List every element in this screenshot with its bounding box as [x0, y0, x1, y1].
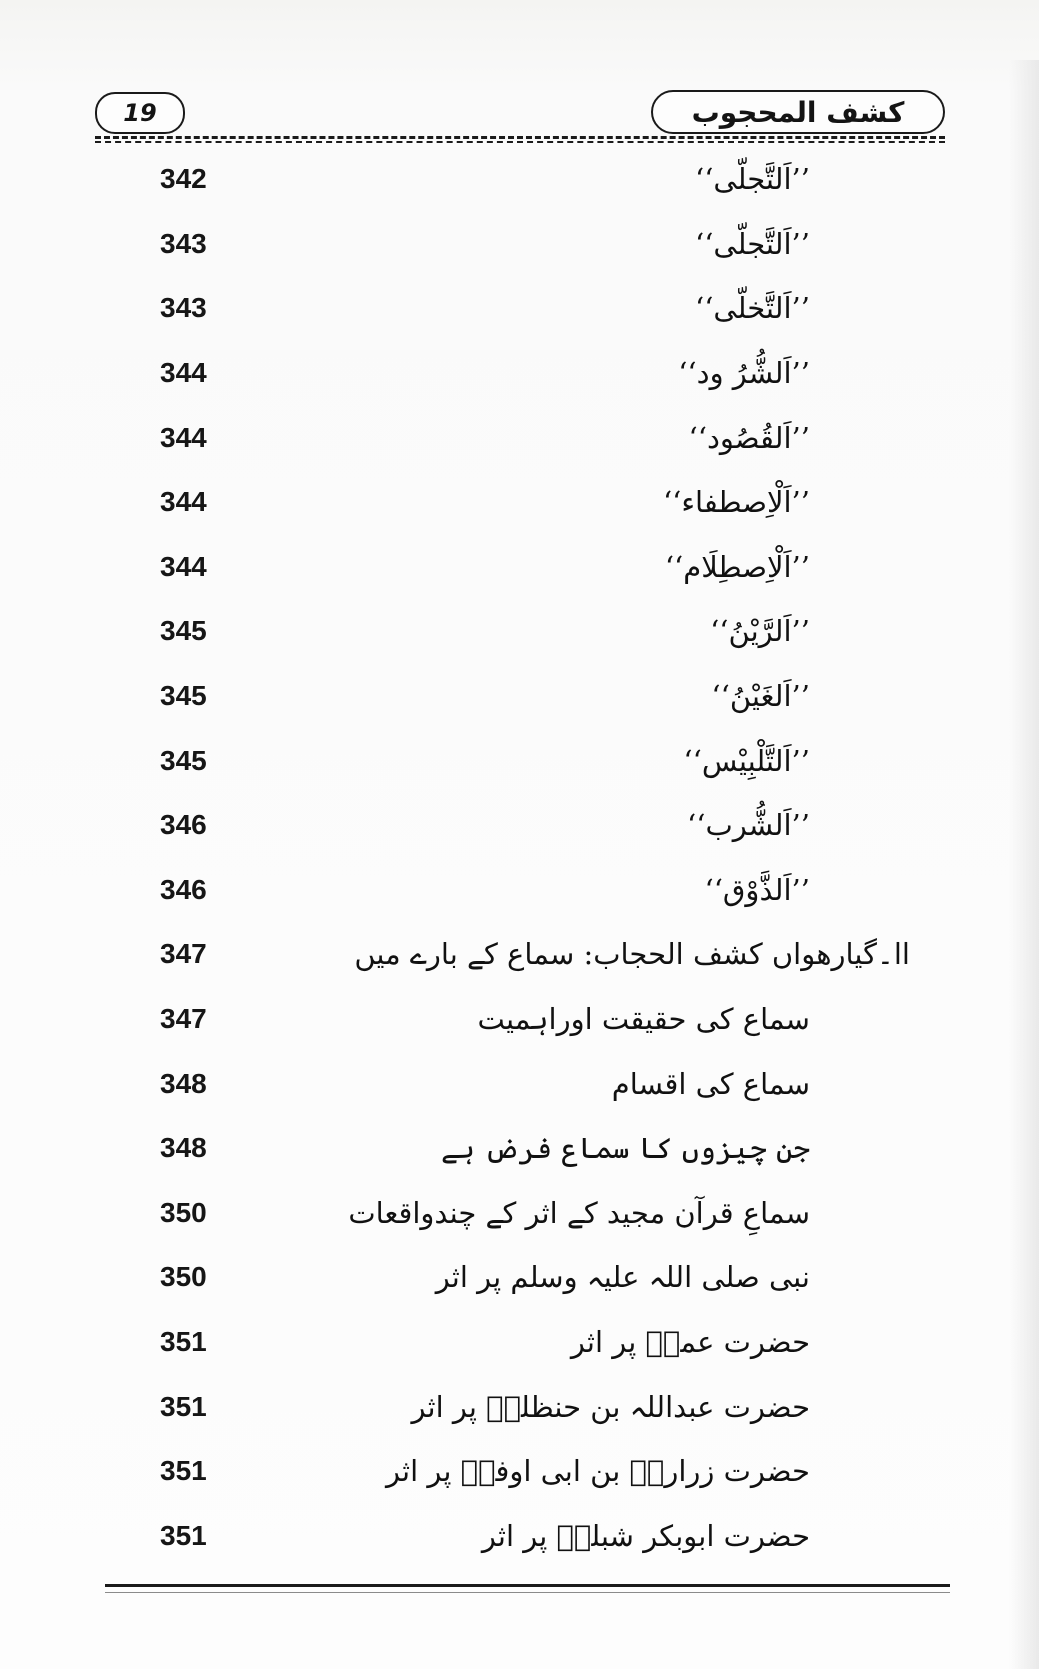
toc-entry-page: 350 [160, 1196, 207, 1228]
toc-entry [160, 535, 810, 600]
toc-entry-title: سماع کی حقیقت اوراہمیت [477, 1002, 810, 1037]
book-title: کشف المحجوب [651, 90, 945, 134]
toc-entry-title: جن چیزوں کا سماع فرض ہے [441, 1131, 810, 1166]
toc-entry-title: حضرت ابوبکر شبلیؒ پر اثر [481, 1518, 810, 1553]
toc-entry-page: 351 [160, 1519, 207, 1551]
toc-entry [160, 1245, 810, 1310]
footer-rule [105, 1584, 950, 1587]
toc-entry-page: 347 [160, 1003, 207, 1035]
toc-entry [160, 1310, 810, 1375]
toc-entry-title: ’’اَلذَّوْق‘‘ [704, 872, 810, 907]
toc-entry-page: 343 [160, 292, 207, 324]
toc-chapter-heading: اا۔گیارھواں کشف الحجاب: سماع کے بارے میں [354, 937, 910, 972]
toc-entry-title: ’’اَلتَّلْبِیْس‘‘ [683, 743, 810, 778]
toc-entry-page: 351 [160, 1390, 207, 1422]
toc-entry-page: 342 [160, 163, 207, 195]
toc-entry-page: 351 [160, 1455, 207, 1487]
toc-entry [160, 858, 810, 923]
toc-entry [160, 728, 810, 793]
toc-entry-title: نبی صلی اللہ علیہ وسلم پر اثر [435, 1260, 810, 1295]
toc-entry-title: ’’اَلْاِصطِلَام‘‘ [664, 549, 810, 584]
toc-entry-page: 345 [160, 615, 207, 647]
toc-entry-page: 346 [160, 809, 207, 841]
toc-entry [160, 276, 810, 341]
toc-entry-title: ’’اَلقُصُود‘‘ [688, 420, 810, 455]
toc-entry [160, 341, 810, 406]
toc-entry [160, 212, 810, 277]
toc-entry-title: حضرت زرارہؓ بن ابی اوفیؓ پر اثر [386, 1454, 810, 1489]
toc-entry-title: حضرت عبداللہ بن حنظلہؓ پر اثر [411, 1389, 810, 1424]
toc-entry [160, 147, 810, 212]
toc-entry [160, 1503, 810, 1568]
toc-entry-page: 343 [160, 227, 207, 259]
toc-entry [160, 922, 910, 987]
toc-entry [160, 1374, 810, 1439]
toc-entry [160, 1181, 810, 1246]
page-number: 19 [95, 92, 185, 134]
toc-entry-page: 344 [160, 486, 207, 518]
toc-entry-title: سماعِ قرآن مجید کے اثر کے چندواقعات [348, 1195, 810, 1230]
toc-entry [160, 987, 810, 1052]
toc-entry-page: 346 [160, 873, 207, 905]
toc-entry [160, 1116, 810, 1181]
toc-entry [160, 1051, 810, 1116]
toc-entry-page: 351 [160, 1325, 207, 1357]
toc-entry-page: 348 [160, 1132, 207, 1164]
toc-entry-title: ’’اَلتَّجلّی‘‘ [694, 162, 810, 197]
toc-entry-page: 347 [160, 938, 207, 970]
toc-entry [160, 599, 810, 664]
page-header [95, 84, 945, 134]
toc-entry-title: ’’اَلتَّخلّی‘‘ [694, 291, 810, 326]
toc-entry-page: 344 [160, 550, 207, 582]
toc-entry-title: ’’اَلتَّجلّی‘‘ [694, 226, 810, 261]
header-divider [95, 136, 945, 139]
toc-entry-title: ’’اَلْاِصطفاء‘‘ [662, 485, 810, 520]
toc-entry-title: سماع کی اقسام [611, 1066, 810, 1101]
toc-entry-title: حضرت عمرؓ پر اثر [570, 1324, 810, 1359]
toc-entry [160, 664, 810, 729]
header-divider-secondary [95, 141, 945, 143]
toc-entry-page: 344 [160, 421, 207, 453]
toc-entry-page: 348 [160, 1067, 207, 1099]
toc-entry-page: 350 [160, 1261, 207, 1293]
toc-entry [160, 793, 810, 858]
toc-entry-title: ’’اَلرَّیْنُ‘‘ [710, 614, 810, 649]
toc-entry-title: ’’اَلشُّرب‘‘ [687, 808, 810, 843]
toc-entry-title: ’’اَلغَیْنُ‘‘ [711, 679, 810, 714]
toc-entry-title: ’’اَلشُّرُ ود‘‘ [678, 356, 810, 391]
toc-entry-page: 345 [160, 744, 207, 776]
table-of-contents [160, 147, 910, 1568]
footer-rule-shadow [105, 1592, 950, 1593]
toc-entry [160, 405, 810, 470]
toc-entry [160, 470, 810, 535]
toc-entry-page: 345 [160, 680, 207, 712]
toc-entry [160, 1439, 810, 1504]
toc-entry-page: 344 [160, 357, 207, 389]
page-edge-shadow [1009, 60, 1039, 1669]
